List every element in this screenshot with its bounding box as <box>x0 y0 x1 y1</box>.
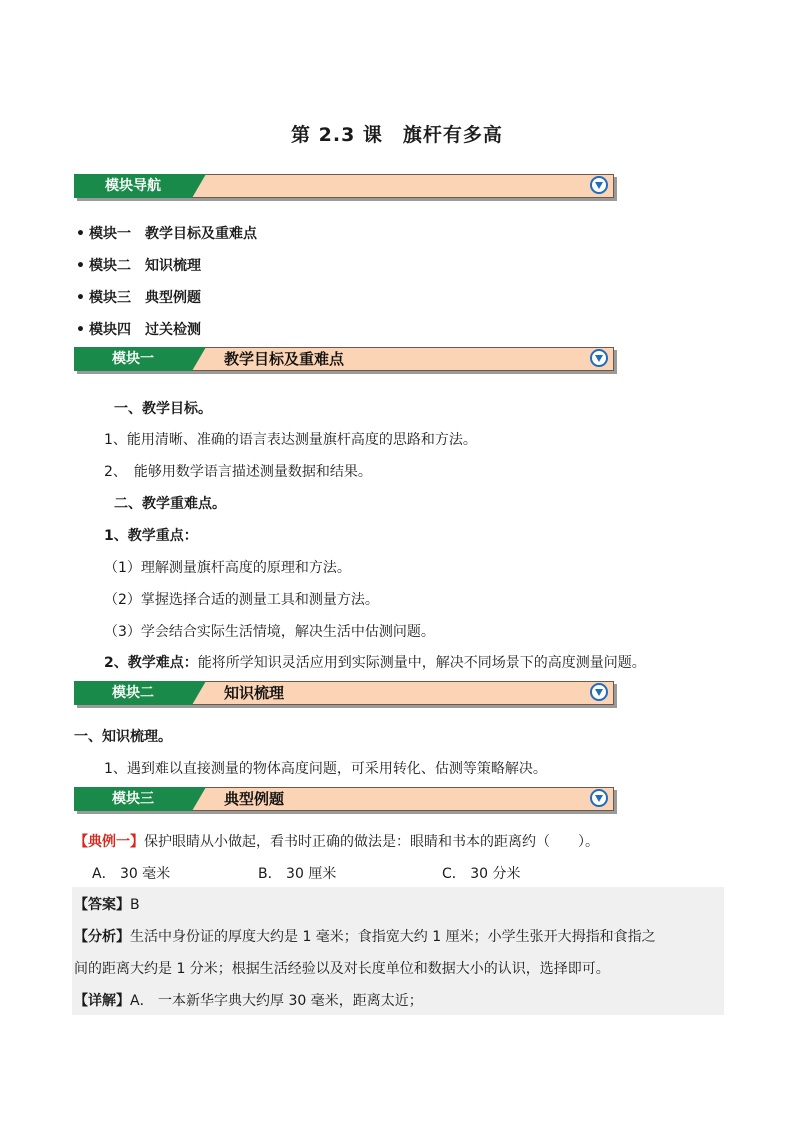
banner-tag: 模块导航 <box>74 174 192 198</box>
paragraph: 2、 能够用数学语言描述测量数据和结果。 <box>104 464 372 480</box>
difficulty-text: 能将所学知识灵活应用到实际测量中，解决不同场景下的高度测量问题。 <box>197 655 646 671</box>
answer-line <box>74 894 140 914</box>
banner-tag: 模块三 <box>74 787 192 811</box>
nav-item-label: 模块一 <box>88 226 131 242</box>
answer-tag: 【答案】 <box>74 897 130 913</box>
nav-item-label: 模块三 <box>88 290 131 306</box>
nav-item-module4[interactable] <box>76 319 201 339</box>
paragraph <box>104 652 646 672</box>
paragraph: 1、能用清晰、准确的语言表达测量旗杆高度的思路和方法。 <box>104 432 477 448</box>
analysis-line-2: 间的距离大约是 1 分米；根据生活经验以及对长度单位和数据大小的认识，选择即可。 <box>74 961 610 977</box>
answer-value: B <box>130 897 140 913</box>
banner-module2 <box>74 681 614 705</box>
detail-tag: 【详解】 <box>74 993 130 1009</box>
bullet: • <box>76 322 85 338</box>
example-question <box>74 831 599 851</box>
chevron-down-icon[interactable] <box>590 683 608 701</box>
nav-item-desc: 过关检测 <box>144 322 201 338</box>
bullet: • <box>76 226 85 242</box>
option-c: C． 30 分米 <box>442 866 521 882</box>
banner-title: 典型例题 <box>224 790 285 808</box>
section-heading: 二、教学重难点。 <box>114 496 226 512</box>
banner-module1 <box>74 347 614 371</box>
banner-module3 <box>74 787 614 811</box>
banner-title: 教学目标及重难点 <box>224 350 345 368</box>
chevron-down-icon[interactable] <box>590 176 608 194</box>
bullet: • <box>76 258 85 274</box>
analysis-text: 生活中身份证的厚度大约是 1 毫米；食指宽大约 1 厘米；小学生张开大拇指和食指之 <box>130 929 656 945</box>
section-heading: 一、教学目标。 <box>114 401 212 417</box>
nav-item-module1[interactable] <box>76 223 257 243</box>
page-title: 第 2.3 课 旗杆有多高 <box>291 124 503 146</box>
nav-item-desc: 知识梳理 <box>144 258 201 274</box>
difficulty-label: 2、教学难点： <box>104 655 198 671</box>
question-text: 保护眼睛从小做起，看书时正确的做法是：眼睛和书本的距离约（ ）。 <box>144 834 599 850</box>
detail-text: A． 一本新华字典大约厚 30 毫米，距离太近； <box>130 993 423 1009</box>
banner-tag: 模块二 <box>74 681 192 705</box>
subheading: 1、教学重点： <box>104 528 198 544</box>
nav-item-module2[interactable] <box>76 255 201 275</box>
nav-item-desc: 教学目标及重难点 <box>144 226 257 242</box>
paragraph: （2）掌握选择合适的测量工具和测量方法。 <box>104 592 379 608</box>
paragraph: 1、遇到难以直接测量的物体高度问题，可采用转化、估测等策略解决。 <box>104 761 547 777</box>
chevron-down-icon[interactable] <box>590 789 608 807</box>
analysis-tag: 【分析】 <box>74 929 130 945</box>
nav-item-label: 模块二 <box>88 258 131 274</box>
example-tag: 【典例一】 <box>74 834 144 850</box>
detail-line <box>74 990 423 1010</box>
banner-tag: 模块一 <box>74 347 192 371</box>
bullet: • <box>76 290 85 306</box>
analysis-line <box>74 926 656 946</box>
paragraph: （1）理解测量旗杆高度的原理和方法。 <box>104 560 351 576</box>
banner-module-nav <box>74 174 614 198</box>
chevron-down-icon[interactable] <box>590 349 608 367</box>
nav-item-label: 模块四 <box>88 322 131 338</box>
banner-title: 知识梳理 <box>224 684 285 702</box>
nav-item-desc: 典型例题 <box>144 290 201 306</box>
option-b: B． 30 厘米 <box>258 866 337 882</box>
section-heading: 一、知识梳理。 <box>74 729 172 745</box>
paragraph: （3）学会结合实际生活情境，解决生活中估测问题。 <box>104 624 435 640</box>
option-a: A． 30 毫米 <box>92 866 171 882</box>
nav-item-module3[interactable] <box>76 287 201 307</box>
